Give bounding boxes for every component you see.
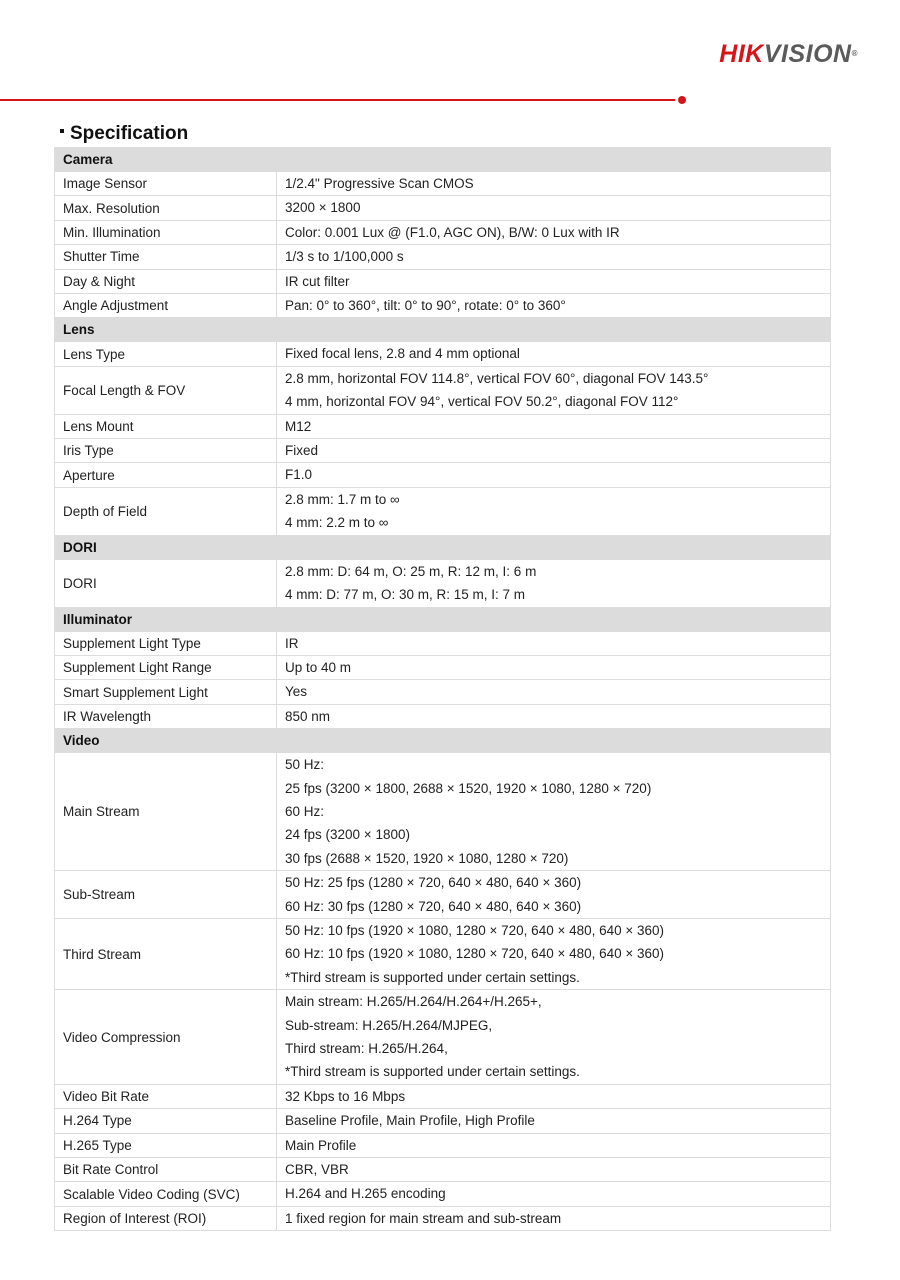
spec-value <box>277 220 831 244</box>
table-row <box>55 414 831 438</box>
table-row <box>55 245 831 269</box>
table-row <box>55 366 831 414</box>
table-row <box>55 342 831 366</box>
spec-value-line: 2.8 mm, horizontal FOV 114.8°, vertical FOV 60°, diagonal FOV 143.5° <box>285 370 709 386</box>
spec-label: Focal Length & FOV <box>55 366 277 414</box>
table-row <box>55 196 831 220</box>
spec-value-line: 60 Hz: 10 fps (1920 × 1080, 1280 × 720, 640 × 480, 640 × 360) <box>285 946 665 962</box>
spec-value <box>277 1182 831 1206</box>
table-row <box>55 1206 831 1230</box>
spec-value-line: Main Profile <box>285 1137 357 1153</box>
page-title-text: Specification <box>70 123 189 144</box>
spec-label: Sub-Stream <box>55 871 277 919</box>
spec-value-line: Baseline Profile, Main Profile, High Profile <box>285 1113 535 1129</box>
spec-label: Shutter Time <box>55 245 277 269</box>
spec-value <box>277 463 831 487</box>
spec-value <box>277 172 831 196</box>
spec-value <box>277 439 831 463</box>
spec-label: IR Wavelength <box>55 704 277 728</box>
spec-value-line: 25 fps (3200 × 1800, 2688 × 1520, 1920 × 1080, 1280 × 720) <box>285 780 652 796</box>
spec-value <box>277 918 831 989</box>
spec-label: Lens Type <box>55 342 277 366</box>
logo-gray-text: VISION <box>763 40 852 68</box>
spec-value-line: CBR, VBR <box>285 1162 349 1178</box>
spec-value-line: Fixed focal lens, 2.8 and 4 mm optional <box>285 346 520 362</box>
spec-value <box>277 990 831 1085</box>
section-header-lens <box>55 318 831 342</box>
spec-value-line: 4 mm: D: 77 m, O: 30 m, R: 15 m, I: 7 m <box>285 587 526 603</box>
spec-value <box>277 196 831 220</box>
spec-value-line: H.264 and H.265 encoding <box>285 1186 446 1202</box>
spec-value-line: 50 Hz: 10 fps (1920 × 1080, 1280 × 720, 640 × 480, 640 × 360) <box>285 922 665 938</box>
spec-value <box>277 1109 831 1133</box>
spec-value-line: 4 mm, horizontal FOV 94°, vertical FOV 50.2°, diagonal FOV 112° <box>285 394 679 410</box>
section-title: DORI <box>55 535 831 559</box>
spec-value <box>277 1158 831 1182</box>
spec-value-line: 24 fps (3200 × 1800) <box>285 827 410 843</box>
spec-value-line: 50 Hz: 25 fps (1280 × 720, 640 × 480, 640 × 360) <box>285 875 582 891</box>
spec-label: Max. Resolution <box>55 196 277 220</box>
spec-value-line: Fixed <box>285 443 319 459</box>
spec-label: Third Stream <box>55 918 277 989</box>
spec-value-line: IR cut filter <box>285 273 350 289</box>
spec-value-line: Third stream: H.265/H.264, <box>285 1041 448 1056</box>
spec-label: Iris Type <box>55 439 277 463</box>
spec-label: Depth of Field <box>55 487 277 535</box>
spec-value <box>277 631 831 655</box>
section-header-illuminator <box>55 607 831 631</box>
spec-value-line: 4 mm: 2.2 m to ∞ <box>285 515 389 531</box>
spec-value-line: *Third stream is supported under certain settings. <box>285 1064 580 1080</box>
spec-value-line: *Third stream is supported under certain settings. <box>285 969 580 985</box>
spec-label: Smart Supplement Light <box>55 680 277 704</box>
spec-label: Region of Interest (ROI) <box>55 1206 277 1230</box>
title-bullet-icon <box>60 129 64 133</box>
spec-value-line: F1.0 <box>285 467 313 483</box>
spec-value-line: Sub-stream: H.265/H.264/MJPEG, <box>285 1017 493 1033</box>
spec-value-line: Up to 40 m <box>285 659 352 675</box>
table-row <box>55 990 831 1085</box>
spec-value-line: 1 fixed region for main stream and sub-stream <box>285 1210 562 1226</box>
spec-label: Scalable Video Coding (SVC) <box>55 1182 277 1206</box>
table-row <box>55 1084 831 1108</box>
header-divider <box>0 99 675 101</box>
spec-label: Bit Rate Control <box>55 1158 277 1182</box>
section-title: Camera <box>55 148 831 172</box>
spec-value <box>277 680 831 704</box>
spec-value <box>277 753 831 871</box>
spec-value <box>277 245 831 269</box>
table-row <box>55 704 831 728</box>
spec-label: Main Stream <box>55 753 277 871</box>
section-header-dori <box>55 535 831 559</box>
page-title <box>60 122 188 146</box>
table-row <box>55 918 831 989</box>
spec-value-line: IR <box>285 635 299 651</box>
table-row <box>55 172 831 196</box>
table-row <box>55 655 831 679</box>
table-row <box>55 871 831 919</box>
logo-registered-mark: ® <box>851 49 858 58</box>
spec-value <box>277 342 831 366</box>
spec-label: Video Bit Rate <box>55 1084 277 1108</box>
table-row <box>55 294 831 318</box>
logo-red-text: HIK <box>719 40 764 68</box>
spec-label: Lens Mount <box>55 414 277 438</box>
table-row <box>55 220 831 244</box>
table-row <box>55 439 831 463</box>
spec-value-line: 1/2.4" Progressive Scan CMOS <box>285 176 474 191</box>
spec-value-line: Pan: 0° to 360°, tilt: 0° to 90°, rotate: 0° to 360° <box>285 298 566 314</box>
spec-value-line: 60 Hz: <box>285 803 325 819</box>
table-row <box>55 269 831 293</box>
table-row <box>55 1158 831 1182</box>
spec-value-line: Main stream: H.265/H.264/H.264+/H.265+, <box>285 994 542 1010</box>
spec-value <box>277 294 831 318</box>
spec-value <box>277 366 831 414</box>
spec-value-line: 2.8 mm: D: 64 m, O: 25 m, R: 12 m, I: 6 m <box>285 563 537 579</box>
spec-value <box>277 655 831 679</box>
spec-label: Video Compression <box>55 990 277 1085</box>
spec-value <box>277 1084 831 1108</box>
section-title: Lens <box>55 318 831 342</box>
table-row <box>55 631 831 655</box>
spec-value-line: 60 Hz: 30 fps (1280 × 720, 640 × 480, 640 × 360) <box>285 898 582 914</box>
hikvision-logo <box>719 40 858 68</box>
spec-value <box>277 269 831 293</box>
spec-value-line: 850 nm <box>285 708 331 724</box>
specification-table-body <box>55 148 831 1231</box>
table-row <box>55 487 831 535</box>
spec-value-line: 32 Kbps to 16 Mbps <box>285 1088 406 1104</box>
spec-value-line: 30 fps (2688 × 1520, 1920 × 1080, 1280 × 720) <box>285 850 569 866</box>
spec-value <box>277 559 831 607</box>
spec-value <box>277 1133 831 1157</box>
spec-label: Aperture <box>55 463 277 487</box>
table-row <box>55 1133 831 1157</box>
spec-value-line: Color: 0.001 Lux @ (F1.0, AGC ON), B/W: 0 Lux with IR <box>285 224 620 240</box>
table-row <box>55 1182 831 1206</box>
spec-value <box>277 414 831 438</box>
spec-value <box>277 1206 831 1230</box>
section-header-video <box>55 729 831 753</box>
spec-value-line: Yes <box>285 684 308 700</box>
spec-value-line: 2.8 mm: 1.7 m to ∞ <box>285 491 400 507</box>
spec-label: H.264 Type <box>55 1109 277 1133</box>
spec-value-line: 3200 × 1800 <box>285 200 361 216</box>
spec-value <box>277 704 831 728</box>
spec-label: Supplement Light Range <box>55 655 277 679</box>
spec-label: Image Sensor <box>55 172 277 196</box>
section-title: Illuminator <box>55 607 831 631</box>
spec-label: Min. Illumination <box>55 220 277 244</box>
spec-value-line: M12 <box>285 418 312 434</box>
table-row <box>55 680 831 704</box>
spec-value-line: 1/3 s to 1/100,000 s <box>285 249 404 265</box>
spec-label: Day & Night <box>55 269 277 293</box>
table-row <box>55 463 831 487</box>
section-title: Video <box>55 729 831 753</box>
spec-label: Angle Adjustment <box>55 294 277 318</box>
header-divider-dot <box>678 96 686 104</box>
spec-value-line: 50 Hz: <box>285 757 325 773</box>
spec-value <box>277 871 831 919</box>
table-row <box>55 559 831 607</box>
spec-label: DORI <box>55 559 277 607</box>
spec-label: H.265 Type <box>55 1133 277 1157</box>
table-row <box>55 753 831 871</box>
spec-label: Supplement Light Type <box>55 631 277 655</box>
specification-table <box>54 147 831 1231</box>
spec-value <box>277 487 831 535</box>
table-row <box>55 1109 831 1133</box>
section-header-camera <box>55 148 831 172</box>
